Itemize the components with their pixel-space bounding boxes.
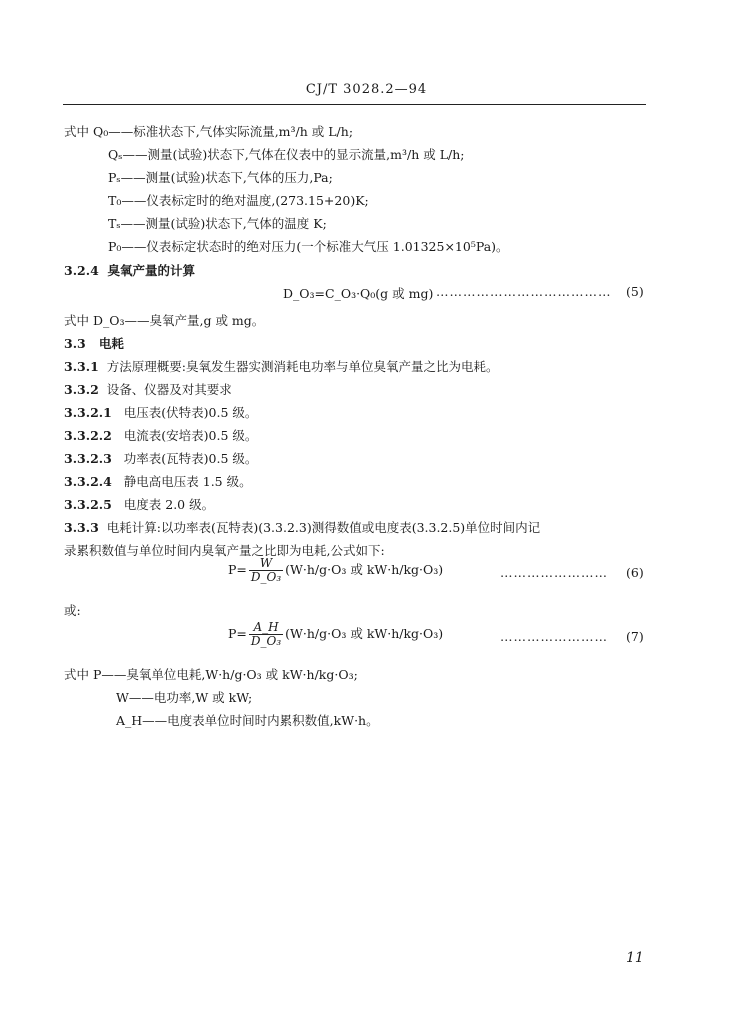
def-line-qs: Qₛ——测量(试验)状态下,气体在仪表中的显示流量,m³/h 或 L/h; <box>108 147 465 162</box>
section-text: 方法原理概要:臭氧发生器实测消耗电功率与单位臭氧产量之比为电耗。 <box>106 359 499 374</box>
def-line-ah: A_H——电度表单位时间时内累积数值,kW·h。 <box>116 713 379 728</box>
item-3-3-2-3 <box>64 451 257 467</box>
formula-7 <box>228 621 443 648</box>
def-line-ps: Pₛ——测量(试验)状态下,气体的压力,Pa; <box>108 170 333 185</box>
numerator: A_H <box>249 621 283 635</box>
item-number: 3.3.2.1 <box>64 405 112 420</box>
section-number: 3.3.1 <box>64 359 99 374</box>
formula-5-leader: ………………………………… <box>436 284 612 299</box>
formula-lhs: P= <box>228 626 247 641</box>
item-text: 功率表(瓦特表)0.5 级。 <box>123 451 258 466</box>
section-number: 3.2.4 <box>64 263 99 278</box>
item-text: 静电高电压表 1.5 级。 <box>123 474 252 489</box>
item-3-3-2-5 <box>64 497 214 513</box>
denominator: D_O₃ <box>250 570 282 584</box>
def-line-q0: 式中 Q₀——标准状态下,气体实际流量,m³/h 或 L/h; <box>64 124 354 139</box>
def-line-ts: Tₛ——测量(试验)状态下,气体的温度 K; <box>108 216 327 231</box>
formula-7-leader: …………………… <box>500 629 608 644</box>
def-line-p0: P₀——仪表标定状态时的绝对压力(一个标准大气压 1.01325×10⁵Pa)。 <box>108 239 509 254</box>
fraction <box>249 621 283 648</box>
formula-6 <box>228 557 443 584</box>
page-number: 11 <box>626 950 644 966</box>
formula-lhs: P= <box>228 562 247 577</box>
section-number: 3.3.3 <box>64 520 99 535</box>
item-number: 3.3.2.4 <box>64 474 112 489</box>
section-title: 电耗 <box>98 336 124 351</box>
item-number: 3.3.2.2 <box>64 428 112 443</box>
section-3-3-3-line2: 录累积数值与单位时间内臭氧产量之比即为电耗,公式如下: <box>64 543 385 558</box>
section-3-3-1 <box>64 359 498 375</box>
def-line-do3: 式中 D_O₃——臭氧产量,g 或 mg。 <box>64 313 265 328</box>
section-title: 臭氧产量的计算 <box>107 263 196 278</box>
item-number: 3.3.2.5 <box>64 497 112 512</box>
item-3-3-2-1 <box>64 405 257 421</box>
item-number: 3.3.2.3 <box>64 451 112 466</box>
def-line-p: 式中 P——臭氧单位电耗,W·h/g·O₃ 或 kW·h/kg·O₃; <box>64 667 358 682</box>
numerator: W <box>249 557 283 571</box>
item-3-3-2-2 <box>64 428 257 444</box>
item-3-3-2-4 <box>64 474 252 490</box>
header-rule <box>63 104 646 105</box>
section-3-3-heading <box>64 336 124 352</box>
item-text: 电流表(安培表)0.5 级。 <box>123 428 258 443</box>
or-label: 或: <box>64 603 81 618</box>
fraction <box>249 557 283 584</box>
item-text: 电压表(伏特表)0.5 级。 <box>123 405 258 420</box>
section-3-3-3-line1 <box>64 520 540 536</box>
def-line-w: W——电功率,W 或 kW; <box>116 690 253 705</box>
formula-units: (W·h/g·O₃ 或 kW·h/kg·O₃) <box>285 626 444 641</box>
item-text: 电度表 2.0 级。 <box>123 497 215 512</box>
eq-number-5: (5) <box>626 284 644 299</box>
denominator: D_O₃ <box>250 634 282 648</box>
page-header-code: CJ/T 3028.2—94 <box>305 82 428 97</box>
section-3-2-4-heading <box>64 263 195 279</box>
section-text: 电耗计算:以功率表(瓦特表)(3.3.2.3)测得数值或电度表(3.3.2.5)单位时间内记 <box>106 520 541 535</box>
formula-6-leader: …………………… <box>500 565 608 580</box>
section-number: 3.3 <box>64 336 86 351</box>
formula-5: D_O₃=C_O₃·Q₀(g 或 mg) <box>283 286 434 301</box>
section-number: 3.3.2 <box>64 382 99 397</box>
def-line-t0: T₀——仪表标定时的绝对温度,(273.15+20)K; <box>108 193 369 208</box>
section-text: 设备、仪器及对其要求 <box>106 382 232 397</box>
eq-number-7: (7) <box>626 629 644 644</box>
formula-units: (W·h/g·O₃ 或 kW·h/kg·O₃) <box>285 562 444 577</box>
section-3-3-2 <box>64 382 232 398</box>
eq-number-6: (6) <box>626 565 644 580</box>
